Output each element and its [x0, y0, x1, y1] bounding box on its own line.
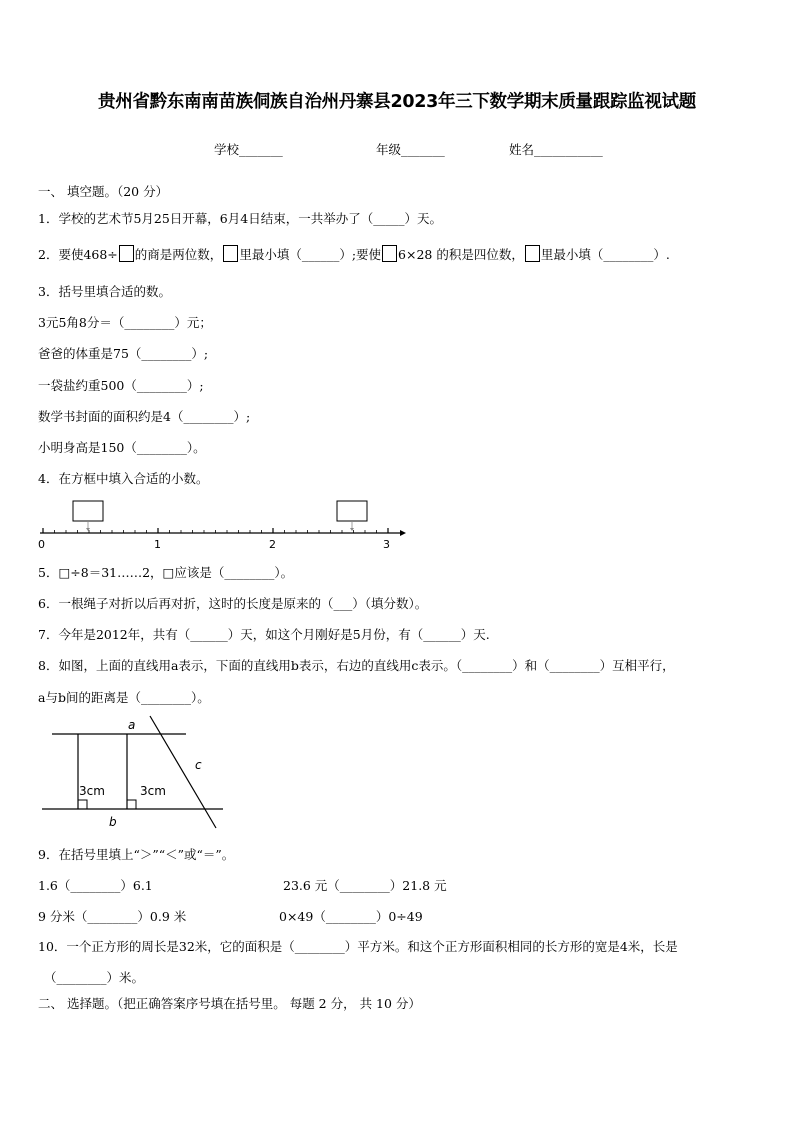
question-8: 8．如图，上面的直线用a表示，下面的直线用b表示，右边的直线用c表示。（________）和（________）互相平行，: [38, 658, 675, 673]
section-1-heading: 一、 填空题。（20 分）: [38, 184, 169, 199]
q9-item-1: 1.6（________）6.1: [38, 878, 153, 893]
answer-box-1: [73, 501, 103, 521]
blank-box: [223, 245, 238, 262]
question-4: 4．在方框中填入合适的小数。: [38, 471, 209, 486]
blank-box: [382, 245, 397, 262]
q2-part-d: 6×28 的积是四位数，: [398, 247, 524, 262]
question-10-cont: （________）米。: [44, 970, 145, 985]
question-8-cont: a与b间的距离是（________）。: [38, 690, 210, 705]
label-a: a: [128, 718, 136, 732]
name-field: 姓名___________: [509, 142, 603, 157]
school-field: 学校_______: [214, 142, 283, 157]
page-title: 贵州省黔东南南苗族侗族自治州丹寨县2023年三下数学期末质量跟踪监视试题: [98, 92, 696, 112]
q3-line-5: 小明身高是150（________）。: [38, 440, 206, 455]
label-c: c: [195, 758, 202, 772]
q2-part-a: 2．要使468÷: [38, 247, 118, 262]
tick-label-3: 3: [383, 538, 390, 551]
tick-label-1: 1: [154, 538, 161, 551]
q9-item-2: 23.6 元（________）21.8 元: [283, 878, 447, 893]
question-1: 1．学校的艺术节5月25日开幕，6月4日结束，一共举办了（_____）天。: [38, 211, 442, 226]
line-c: [150, 716, 216, 828]
question-9: 9．在括号里填上“＞”“＜”或“＝”。: [38, 847, 235, 862]
question-6: 6．一根绳子对折以后再对折，这时的长度是原来的（___）（填分数）。: [38, 596, 428, 611]
minor-ticks: [43, 528, 388, 533]
axis-arrow-icon: [400, 530, 406, 536]
tick-label-0: 0: [38, 538, 45, 551]
q3-line-2: 爸爸的体重是75（________）;: [38, 346, 209, 361]
q9-item-3: 9 分米（________）0.9 米: [38, 909, 187, 924]
question-5: 5．□÷8＝31……2，□应该是（________）。: [38, 565, 294, 580]
parallel-lines-figure: [38, 712, 238, 832]
blank-box: [525, 245, 540, 262]
question-10: 10．一个正方形的周长是32米，它的面积是（________）平方米。和这个正方形面积相同的长方形的宽是4米，长是: [38, 939, 678, 954]
grade-field: 年级_______: [376, 142, 445, 157]
number-line: [30, 495, 420, 555]
distance-label-2: 3cm: [140, 784, 166, 798]
q9-item-4: 0×49（________）0÷49: [279, 909, 423, 924]
q3-line-4: 数学书封面的面积约是4（________）;: [38, 409, 251, 424]
question-3: 3．括号里填合适的数。: [38, 284, 171, 299]
q2-part-e: 里最小填（________）.: [540, 247, 670, 262]
question-7: 7．今年是2012年，共有（______）天，如这个月刚好是5月份，有（______）天.: [38, 627, 490, 642]
label-b: b: [109, 815, 117, 829]
q3-line-1: 3元5角8分＝（________）元；: [38, 315, 212, 330]
q2-part-b: 的商是两位数，: [134, 247, 223, 262]
answer-box-2: [337, 501, 367, 521]
q2-part-c: 里最小填（______）;要使: [239, 247, 382, 262]
question-2: [38, 245, 670, 263]
blank-box: [119, 245, 134, 262]
section-2-heading: 二、 选择题。（把正确答案序号填在括号里。 每题 2 分， 共 10 分）: [38, 996, 421, 1011]
tick-label-2: 2: [269, 538, 276, 551]
q3-line-3: 一袋盐约重500（________）;: [38, 378, 204, 393]
distance-label-1: 3cm: [79, 784, 105, 798]
